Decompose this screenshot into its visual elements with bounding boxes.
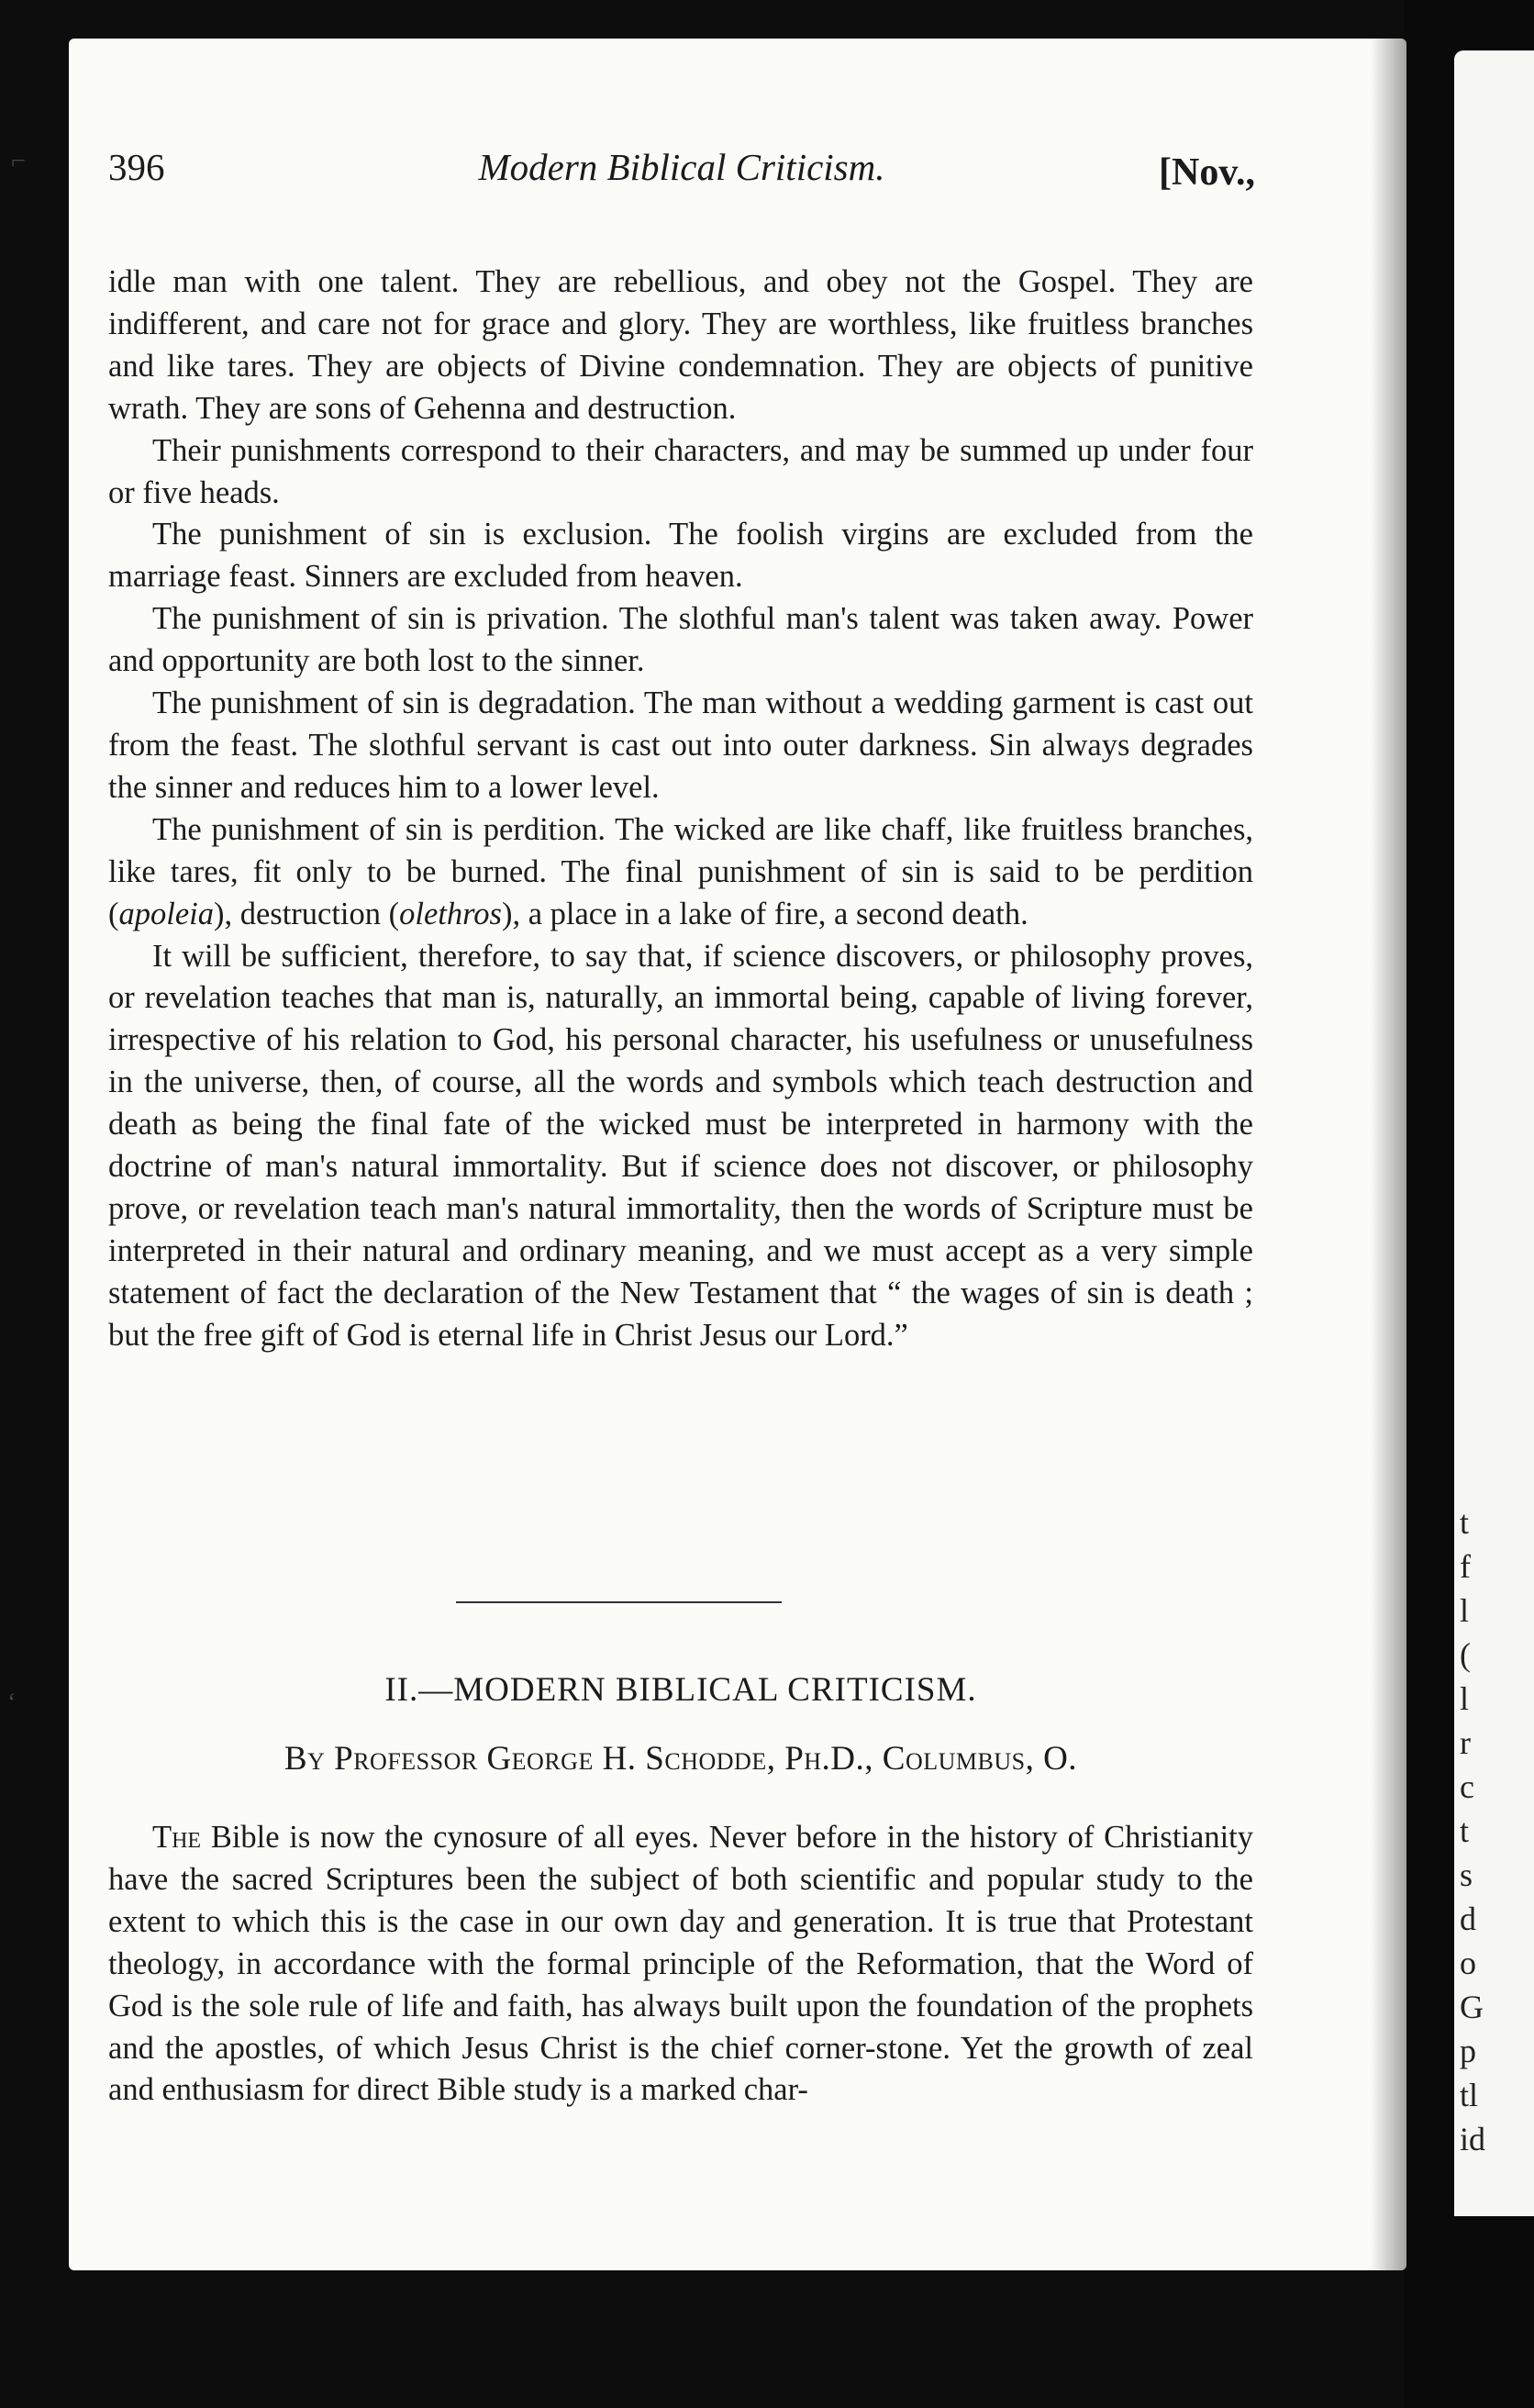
fragment: t [1460, 1504, 1470, 1541]
paragraph: It will be sufficient, therefore, to say that, if science discovers, or philosophy proves, or revelation teaches that man is, naturally, an immortal being, capable of living forever, irrespective of his relation to God, his personal character, his usefulness or unusefulness in the universe, then, of course, all the words and symbols which teach destruction and death as being the final fate of the wicked must be interpreted in harmony with the doctrine of man's natural immortality. But if science does not discover, or philosophy prove, or revelation teach man's natural immortality, then the words of Scripture must be interpreted in their natural and ordinary meaning, and we must accept as a very simple statement of fact the declaration of the New Testament that “ the wages of sin is death ; but the free gift of God is eternal life in Christ Jesus our Lord.” [108, 938, 1253, 1353]
facing-page-fragments [1460, 1500, 1485, 2161]
greek-term: olethros [399, 896, 502, 931]
text-run: ), destruction ( [213, 896, 400, 931]
fragment: ( [1460, 1636, 1471, 1673]
facing-page-edge [1454, 50, 1534, 2216]
fragment: t [1460, 1812, 1470, 1849]
text-run: ), a place in a lake of fire, a second death. [501, 896, 1028, 931]
paragraph: The punishment of sin is privation. The slothful man's talent was taken away. Power and opportunity are both lost to the sinner. [108, 601, 1253, 679]
fragment: l [1460, 1592, 1470, 1629]
article-first-paragraph [108, 1817, 1253, 2112]
running-header [108, 138, 1255, 193]
fragment: c [1460, 1768, 1474, 1805]
text-run: Bible is now the cynosure of all eyes. Never before in the history of Christianity have the sacred Scriptures been the subject of both scientific and popular study to the extent to which this is the case in our own day and generation. It is true that Protestant theology, in accordance with the formal principle of the Reformation, that the Word of God is the sole rule of life and faith, has always built upon the foundation of the prophets and the apostles, of which Jesus Christ is the chief corner-stone. Yet the growth of zeal and enthusiasm for direct Bible study is a marked char- [108, 1820, 1253, 2108]
article-body [108, 1817, 1253, 2112]
fragment: o [1460, 1945, 1476, 1981]
fragment: f [1460, 1548, 1471, 1585]
fragment: G [1460, 1989, 1484, 2025]
fragment: s [1460, 1856, 1473, 1893]
scan-mark-icon: ʻ [7, 1689, 17, 1717]
page-number: 396 [108, 146, 165, 188]
lead-word: The [152, 1820, 202, 1855]
running-title: Modern Biblical Criticism. [478, 146, 885, 188]
text-run: The punishment of sin is perdition. The wicked are like chaff, like fruitless branches, like tares, fit only to be burned. The final punishment of sin is said to be perdition ( [108, 811, 1253, 931]
paragraph: The punishment of sin is degradation. The man without a wedding garment is cast out from the feast. The slothful servant is cast out into outer darkness. Sin always degrades the sinner and reduces him to a lower level. [108, 686, 1253, 805]
fragment: d [1460, 1901, 1476, 1937]
scan-mark-icon: ⌐ [11, 147, 26, 175]
body-text [108, 262, 1253, 1357]
greek-term: apoleia [118, 896, 214, 931]
paragraph: Their punishments correspond to their characters, and may be summed up under four or five heads. [108, 432, 1253, 510]
fragment: r [1460, 1724, 1471, 1761]
page-shadow [1370, 39, 1406, 2270]
paragraph-perdition [108, 809, 1253, 936]
fragment: id [1460, 2121, 1486, 2157]
fragment: p [1460, 2033, 1476, 2069]
article-byline: By Professor George H. Schodde, Ph.D., Columbus, O. [283, 1740, 1078, 1778]
paragraph: The punishment of sin is exclusion. The foolish virgins are excluded from the marriage feast. Sinners are excluded from heaven. [108, 517, 1253, 595]
section-divider [456, 1601, 782, 1603]
article-heading: II.—MODERN BIBLICAL CRITICISM. [384, 1671, 977, 1709]
issue-month: [Nov., [1159, 151, 1255, 194]
fragment: tl [1460, 2077, 1479, 2113]
fragment: l [1460, 1680, 1470, 1717]
paragraph: idle man with one talent. They are rebellious, and obey not the Gospel. They are indifferent, and care not for grace and glory. They are worthless, like fruitless branches and like tares. They are objects of Divine condemnation. They are objects of punitive wrath. They are sons of Gehenna and destruction. [108, 264, 1253, 426]
